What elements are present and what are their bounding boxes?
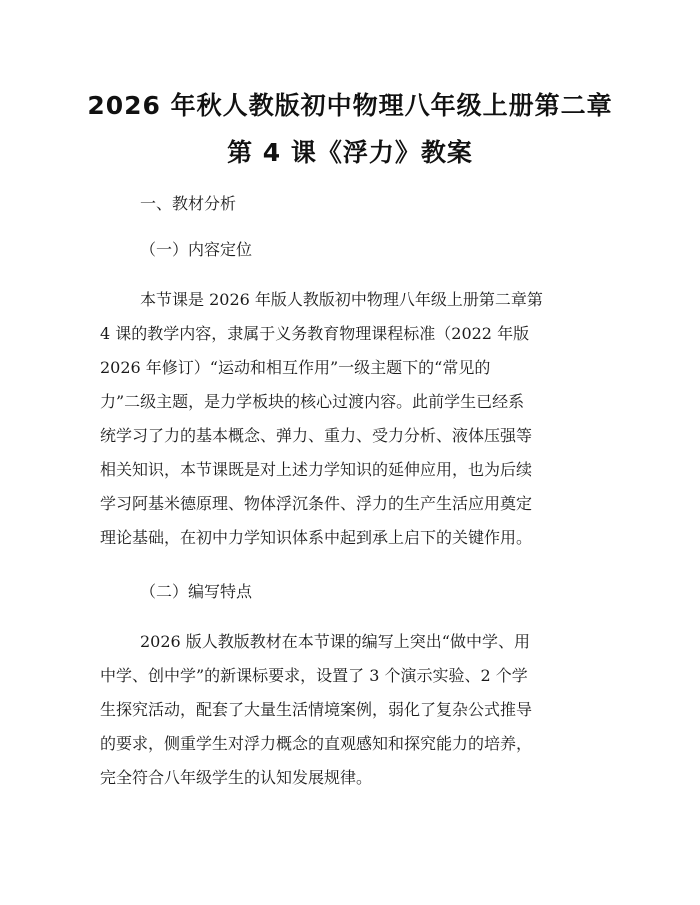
paragraph-line: 完全符合八年级学生的认知发展规律。 xyxy=(100,768,373,787)
section-heading-textbook-analysis: 一、教材分析 xyxy=(140,194,237,213)
subsection-heading-content-positioning: （一）内容定位 xyxy=(140,240,253,259)
paragraph-line: 中学、创中学”的新课标要求，设置了 3 个演示实验、2 个学 xyxy=(100,666,528,685)
document-title-line-1: 2026 年秋人教版初中物理八年级上册第二章 xyxy=(87,91,613,120)
paragraph-line: 理论基础，在初中力学知识体系中起到承上启下的关键作用。 xyxy=(100,528,533,547)
paragraph-content-positioning xyxy=(100,283,600,555)
paragraph-line: 学习阿基米德原理、物体浮沉条件、浮力的生产生活应用奠定 xyxy=(100,494,533,513)
paragraph-line: 2026 年修订）“运动和相互作用”一级主题下的“常见的 xyxy=(100,358,491,377)
paragraph-line: 相关知识，本节课既是对上述力学知识的延伸应用，也为后续 xyxy=(100,460,533,479)
paragraph-line: 的要求，侧重学生对浮力概念的直观感知和探究能力的培养， xyxy=(100,734,533,753)
document-title-line-2: 第 4 课《浮力》教案 xyxy=(227,138,473,167)
paragraph-writing-features xyxy=(100,625,600,795)
paragraph-line: 生探究活动，配套了大量生活情境案例，弱化了复杂公式推导 xyxy=(100,700,533,719)
paragraph-line: 统学习了力的基本概念、弹力、重力、受力分析、液体压强等 xyxy=(100,426,533,445)
paragraph-line: 力”二级主题，是力学板块的核心过渡内容。此前学生已经系 xyxy=(100,392,525,411)
paragraph-line: 本节课是 2026 年版人教版初中物理八年级上册第二章第 xyxy=(140,290,543,309)
paragraph-line: 2026 版人教版教材在本节课的编写上突出“做中学、用 xyxy=(140,632,530,651)
subsection-heading-writing-features: （二）编写特点 xyxy=(140,582,253,601)
paragraph-line: 4 课的教学内容，隶属于义务教育物理课程标准（2022 年版 xyxy=(100,324,530,343)
